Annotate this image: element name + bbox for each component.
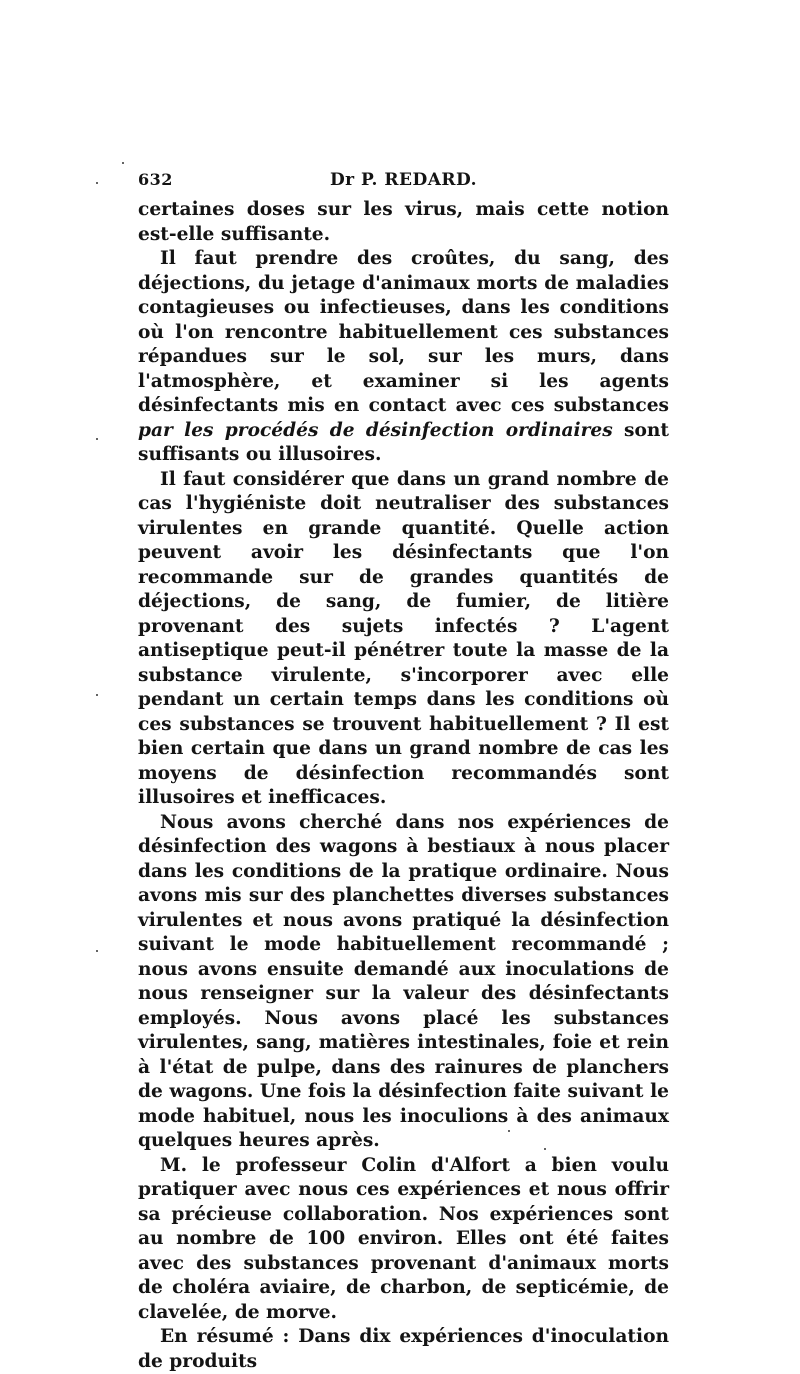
scan-speck	[508, 1130, 510, 1132]
italic-phrase: par les procédés de désinfection ordinaires	[138, 419, 613, 441]
running-title: Dr P. REDARD.	[329, 170, 478, 190]
scan-speck	[96, 694, 98, 696]
scan-speck	[96, 438, 98, 440]
paragraph-continuation: certaines doses sur les virus, mais cette notion est-elle suffisante.	[138, 199, 669, 245]
scan-speck	[544, 1148, 546, 1150]
paragraph-resume: En résumé : Dans dix expériences d'inoculation de produits	[138, 1326, 669, 1372]
paragraph-considerer: Il faut considérer que dans un grand nombre de cas l'hygiéniste doit neutraliser des substances virulentes en grande quantité. Quelle action peuvent avoir les désinfectants que l'on recommande sur de grandes quantités de déjections, de sang, de fumier, de litière provenant des sujets infectés ? L'agent antiseptique peut-il pénétrer toute la masse de la substance virulente, s'incorporer avec elle pendant un certain temps dans les conditions où ces substances se trouvent habituellement ? Il est bien certain que dans un grand nombre de cas les moyens de désinfection recommandés sont illusoires et inefficaces.	[138, 468, 669, 808]
paragraph-prendre	[138, 247, 669, 468]
paragraph-text: Il faut prendre des croûtes, du sang, des déjections, du jetage d'animaux morts de maladies contagieuses ou infectieuses, dans les conditions où l'on rencontre habituellement ces substances répandues sur le sol, sur les murs, dans l'atmosphère, et examiner si les agents désinfectants mis en contact avec ces substances	[138, 248, 669, 416]
paragraph-experiences: Nous avons cherché dans nos expériences de désinfection des wagons à bestiaux à nous placer dans les conditions de la pratique ordinaire. Nous avons mis sur des planchettes diverses substances virulentes et nous avons pratiqué la désinfection suivant le mode habituellement recommandé ; nous avons ensuite demandé aux inoculations de nous renseigner sur la valeur des désinfectants employés. Nous avons placé les substances virulentes, sang, matières intestinales, foie et rein à l'état de pulpe, dans des rainures de planchers de wagons. Une fois la désinfection faite suivant le mode habituel, nous les inoculions à des animaux quelques heures après.	[138, 811, 669, 1151]
paragraph-text: sont suffisants ou illusoires.	[138, 419, 670, 465]
scan-speck	[96, 950, 98, 952]
running-header	[138, 164, 669, 194]
paragraph-colin: M. le professeur Colin d'Alfort a bien voulu pratiquer avec nous ces expériences et nous offrir sa précieuse collaboration. Nos expériences sont au nombre de 100 environ. Elles ont été faites avec des substances provenant d'animaux morts de choléra aviaire, de charbon, de septicémie, de clavelée, de morve.	[138, 1154, 669, 1323]
scan-speck	[122, 162, 124, 164]
book-page	[138, 164, 669, 1374]
page-number: 632	[138, 170, 173, 189]
body-text	[138, 198, 669, 1374]
scan-speck	[96, 182, 98, 184]
